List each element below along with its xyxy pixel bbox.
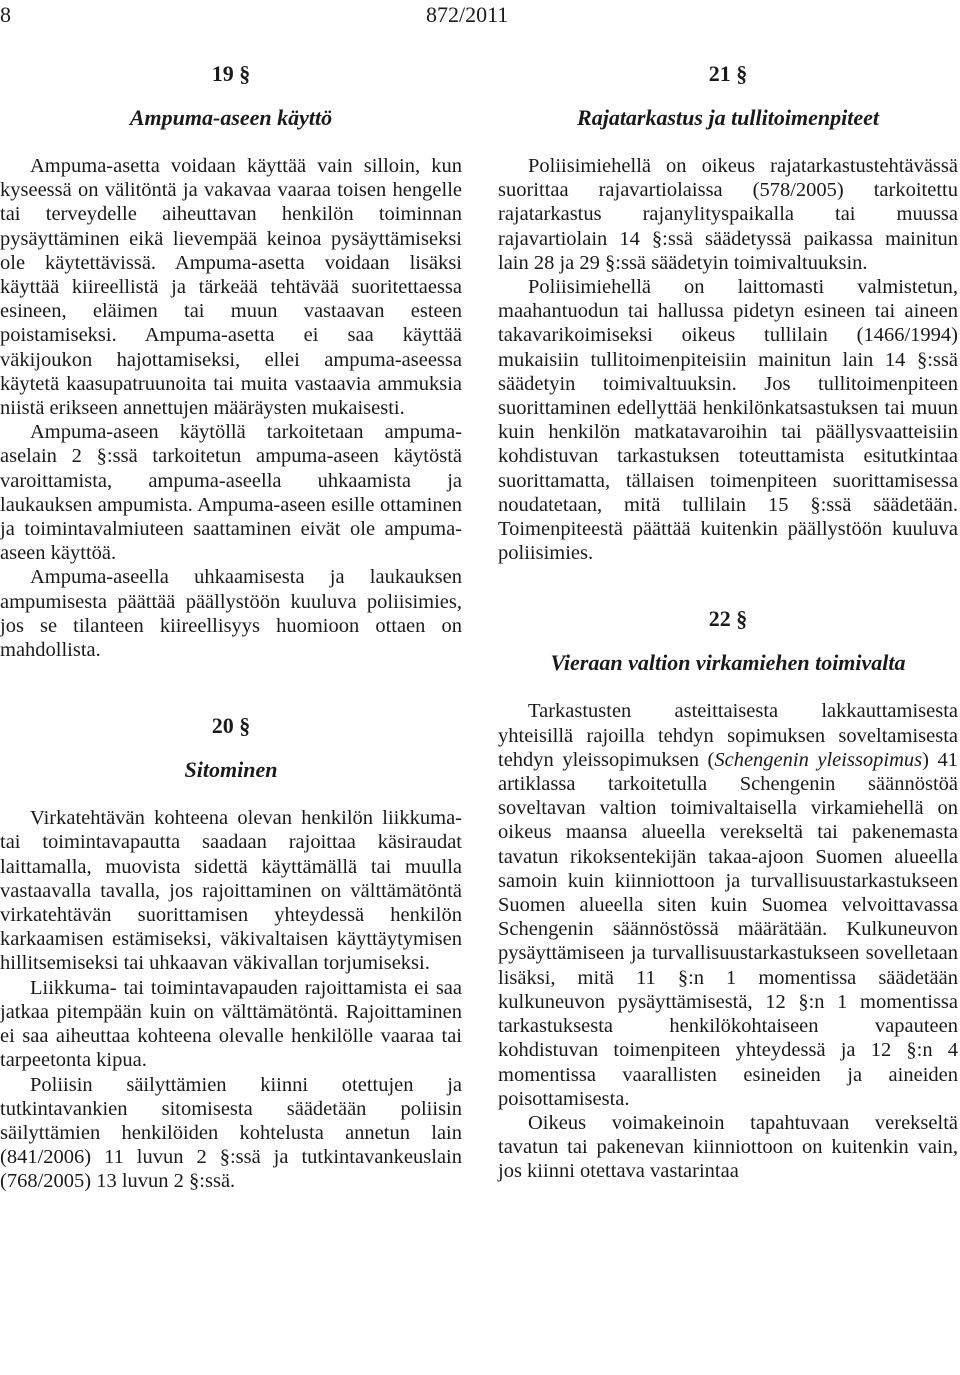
- paragraph: Poliisimiehellä on oikeus rajatarkastustehtävässä suorittaa rajavartiolaissa (578/2005) tarkoitettu rajatarkastus rajanylityspaikalla tai muussa rajavartiolain 14 §:ssä säädetyssä paikassa mainitun lain 28 ja 29 §:ssä säädetyin toimivaltuuksin.: [498, 155, 958, 274]
- section-title: Ampuma-aseen käyttö: [129, 105, 333, 130]
- paragraph-text: ) 41 artiklassa tarkoitetulla Schengenin säännöstöä soveltavan valtion toimivaltaisella virkamiehellä on oikeus maansa alueella verekseltä tai pakenemasta tavatun rikoksentekijän takaa-ajoon Suomen alueella samoin kuin kiinniottoon ja turvallisuustarkastukseen Suomen alueella siten kuin Suomea velvoittavassa Schengenin säännöstössä määrätään. Kulkuneuvon pysäyttämiseen ja turvallisuustarkastukseen sovelletaan lisäksi, mitä 11 §:n 1 momentissa säädetään kulkuneuvon pysäyttämisestä, 12 §:n 1 momentissa tarkastuksesta henkilökohtaiseen vapauteen kohdistuvan toimenpiteen yhteydessä ja 12 §:n 4 momentissa vaarallisten esineiden ja aineiden poisottamisesta.: [498, 748, 958, 1110]
- section-19: [0, 60, 462, 662]
- section-22: [498, 605, 958, 1183]
- paragraph: Ampuma-asetta voidaan käyttää vain silloin, kun kyseessä on välitöntä ja vakavaa vaaraa toisen hengelle tai terveydelle aiheuttavan henkilön toiminnan pysäyttäminen eikä lievempää keinoa pysäyttämiseksi ole käytettävissä. Ampuma-asetta voidaan lisäksi käyttää kiireellistä ja tärkeää tehtävää suoritettaessa esineen, eläimen tai muun vastaavan esteen poistamiseksi. Ampuma-asetta ei saa käyttää väkijoukon hajottamiseksi, ellei ampuma-aseessa käytetä kaasupatruunoita tai muita vastaavia ammuksia niistä erikseen annettujen määräysten mukaisesti.: [0, 155, 462, 420]
- paragraph: Ampuma-aseella uhkaamisesta ja laukauksen ampumisesta päättää päällystöön kuuluva poliisimies, jos se tilanteen kiireellisyys huomioon ottaen on mahdollista.: [0, 566, 462, 662]
- paragraph: Liikkuma- tai toimintavapauden rajoittamista ei saa jatkaa pitempään kuin on välttämätöntä. Rajoittaminen ei saa aiheuttaa kohteena olevalle henkilölle vaaraa tai tarpeetonta kipua.: [0, 976, 462, 1072]
- italic-term: Schengenin yleissopimus: [714, 748, 923, 771]
- document-number: 872/2011: [426, 2, 509, 27]
- section-title: Vieraan valtion virkamiehen toimivalta: [550, 650, 906, 676]
- section-heading: 20 §: [211, 713, 251, 739]
- paragraph: Ampuma-aseen käytöllä tarkoitetaan ampuma-aselain 2 §:ssä tarkoitetun ampuma-aseen käytöstä varoittamista, ampuma-aseella uhkaamista ja laukauksen ampumista. Ampuma-aseen esille ottaminen ja toimintavalmiuteen saattaminen eivät ole ampuma-aseen käyttöä.: [0, 421, 462, 565]
- section-heading: 21 §: [708, 61, 748, 86]
- section-spacer: [498, 565, 958, 605]
- paragraph: Virkatehtävän kohteena olevan henkilön liikkuma- tai toimintavapautta saadaan rajoittaa käsiraudat laittamalla, muovista sidettä käyttämällä tai muulla vastaavalla tavalla, jos rajoittaminen on välttämätöntä virkatehtävän suorittamisen yhteydessä henkilön karkaamisen estämiseksi, väkivaltaisen käyttäytymisen hillitsemiseksi tai uhkaavan väkivallan torjumiseksi.: [0, 807, 462, 975]
- right-column: [498, 60, 958, 1184]
- section-20: [0, 712, 462, 1193]
- page-number: 8: [0, 2, 11, 27]
- section-21: [498, 60, 958, 565]
- left-column: [0, 60, 462, 1194]
- paragraph: [498, 699, 958, 1110]
- section-title: Rajatarkastus ja tullitoimenpiteet: [577, 105, 879, 130]
- section-spacer: [0, 662, 462, 712]
- section-heading: 22 §: [708, 606, 748, 632]
- paragraph-text: Tarkastusten asteittaisesta lakkauttamisesta yhteisillä rajoilla tehdyn sopimuksen soveltamisesta tehdyn yleissopimuksen (: [498, 700, 958, 771]
- section-heading: 19 §: [211, 61, 251, 86]
- paragraph: Poliisimiehellä on laittomasti valmistetun, maahantuodun tai hallussa pidetyn esineen tai aineen takavarikoimiseksi oikeus tullilain (1466/1994) mukaisiin tullitoimenpiteisiin mainitun lain 14 §:ssä säädetyin toimivaltuuksin. Jos tullitoimenpiteen suorittaminen edellyttää henkilönkatsastuksen tai muun kuin henkilön matkatavaroihin tai päällysvaatteisiin kohdistuvan tarkastuksen toteuttamista esitutkintaa suorittamatta, tällaisen toimenpiteen suorittamisessa noudatetaan, mitä tullilain 15 §:ssä säädetään. Toimenpiteestä päättää kuitenkin päällystöön kuuluva poliisimies.: [498, 276, 958, 565]
- section-title: Sitominen: [184, 757, 278, 783]
- paragraph: Oikeus voimakeinoin tapahtuvaan verekseltä tavatun tai pakenevan kiinniottoon on kuitenkin vain, jos kiinni otettava vastarintaa: [498, 1111, 958, 1183]
- paragraph: Poliisin säilyttämien kiinni otettujen ja tutkintavankien sitomisesta säädetään poliisin säilyttämien henkilöiden kohtelusta annetun lain (841/2006) 11 luvun 2 §:ssä ja tutkintavankeuslain (768/2005) 13 luvun 2 §:ssä.: [0, 1073, 462, 1193]
